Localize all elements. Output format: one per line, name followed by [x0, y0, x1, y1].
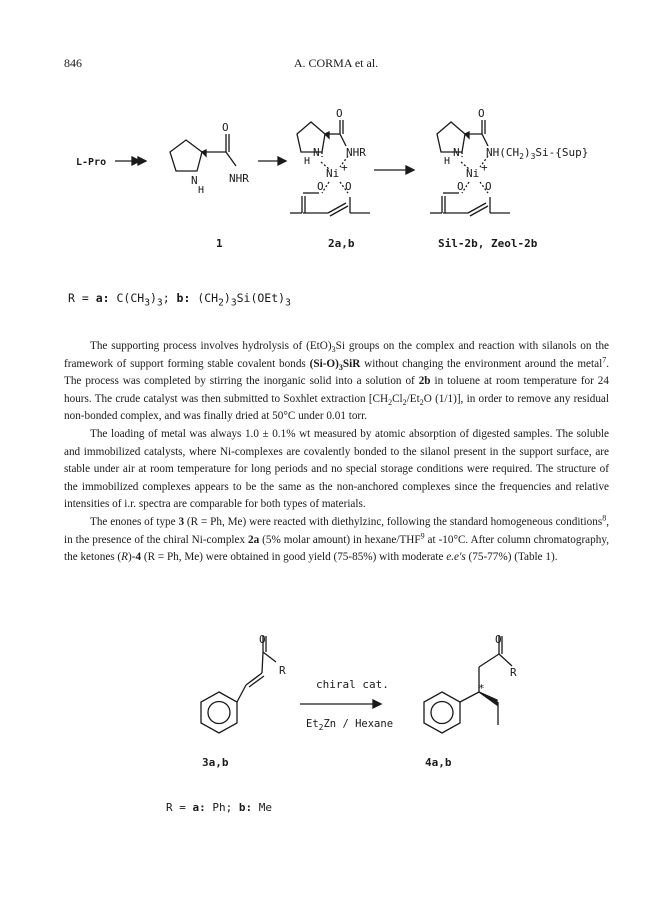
paragraph-1: The supporting process involves hydrolysis of $(EtO)_3Si$ groups on the complex and reaction with silanols on the framework of support forming stable covalent bonds $(Si-O)_3SiR$ without changing the environment around the metal$^7$. The process was completed by stirring the inorganic solid into a solution of 2b in toluene at room temperature for 24 hours. The crude catalyst was then submitted to Soxhlet extraction [$CH_2Cl_2/Et_2O$ (1/1)], in order to remove any residual non-bonded complex, and was finally dried at 50°C under 0.01 torr.	[64, 340, 610, 423]
c2-hydrogen: H	[304, 156, 311, 167]
c3-label: Sil-2b, Zeol-2b	[438, 237, 538, 250]
stereocenter-mark: *	[478, 682, 485, 695]
reactant-label: 3a,b	[202, 756, 229, 769]
c1-hydrogen: H	[198, 185, 205, 196]
c2-nitrogen: N	[313, 146, 320, 159]
c2-oxygen-left: O	[317, 180, 324, 193]
c3-hydrogen: H	[444, 156, 451, 167]
c3-nitrogen: N	[453, 146, 460, 159]
lpro-label: L-Pro	[76, 157, 107, 168]
c2-nickel: Ni	[326, 167, 340, 180]
product-oxygen: O	[495, 633, 502, 646]
c3-oxygen-right: O	[485, 180, 492, 193]
page-number: 846	[64, 56, 82, 70]
c3-chain: $NH(CH_2)_3Si-\{Sup\}$	[486, 146, 589, 161]
c1-oxygen: O	[222, 121, 229, 134]
reaction-r-definition: R = a: Ph; b: Me	[166, 801, 272, 814]
product-r: R	[510, 666, 517, 679]
c1-nhr: NHR	[229, 172, 249, 185]
synthesis-scheme	[0, 100, 672, 270]
c1-nitrogen: N	[191, 174, 198, 187]
r-group-definition: R = a: $C(CH_3)_3$; b: $(CH_2)_3Si(OEt)_3$	[68, 291, 291, 309]
reactant-oxygen: O	[259, 633, 266, 646]
c3-oxygen-left: O	[457, 180, 464, 193]
c1-label: 1	[216, 237, 223, 250]
c2-oxygen-right: O	[345, 180, 352, 193]
product-label: 4a,b	[425, 756, 452, 769]
c2-nhr: NHR	[346, 146, 366, 159]
paragraph-3: The enones of type 3 (R = Ph, Me) were reacted with diethylzinc, following the standard homogeneous conditions$^8$, in the presence of the chiral Ni-complex 2a (5% molar amount) in hexane/THF$^9$ at -10°C. After column chromatography, the ketones (R)-4 (R = Ph, Me) were obtained in good yield (75-85%) with moderate e.e's (75-77%) (Table 1).	[64, 513, 609, 564]
c3-oxygen-top: O	[478, 107, 485, 120]
c2-label: 2a,b	[328, 237, 355, 250]
arrow-bottom-label: $Et_2Zn$ / Hexane	[306, 718, 394, 732]
body-text	[64, 338, 609, 567]
c2-charge: +	[341, 161, 348, 174]
arrow-top-label: chiral cat.	[316, 678, 389, 691]
c3-charge: +	[481, 161, 488, 174]
running-title: A. CORMA et al.	[293, 56, 379, 70]
reaction-scheme	[0, 630, 672, 790]
reactant-r: R	[279, 664, 286, 677]
paragraph-2: The loading of metal was always 1.0 ± 0.1% wt measured by atomic absorption of digested samples. The soluble and immobilized catalysts, where Ni-complexes are covalently bonded to the silanol present in the support surface, are stable under air at room temperature for long periods and no special storage conditions were required. The structure of the immobilized complexes appears to be the same as the non-anchored complexes since the frequencies and relative intensities of i.r. spectra are comparable for both types of materials.	[64, 427, 609, 511]
c2-oxygen-top: O	[336, 107, 343, 120]
c3-nickel: Ni	[466, 167, 480, 180]
